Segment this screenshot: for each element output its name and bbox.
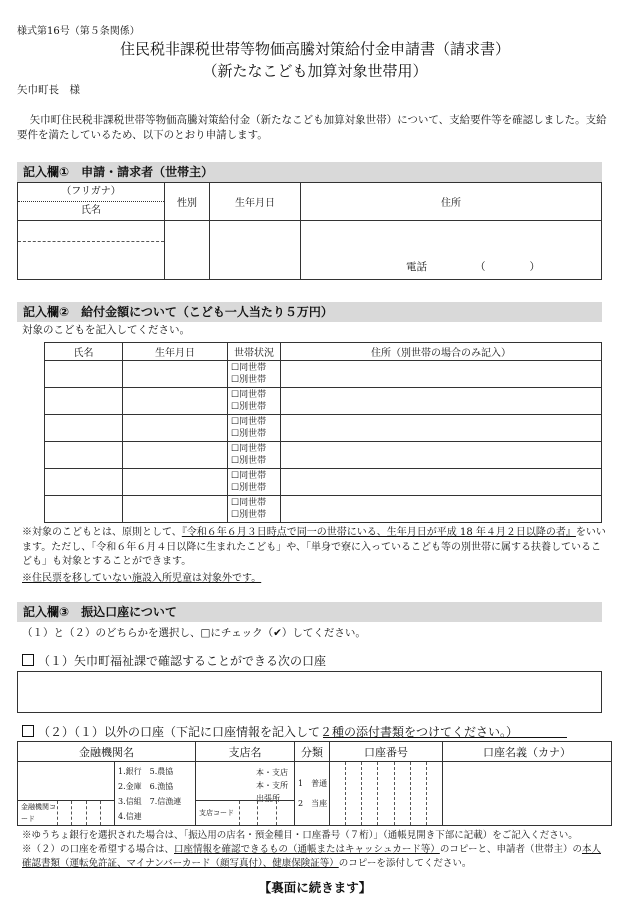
child-name-field[interactable] [45,442,123,469]
child-row [45,361,602,388]
account-type-options[interactable]: 1 普通 2 当座 [295,762,330,826]
col-account-type: 分類 [295,742,330,762]
account-number-field[interactable] [330,762,443,826]
applicant-table [17,182,602,280]
child-row [45,388,602,415]
option1-row [22,652,326,669]
section3-instructions: （１）と（２）のどちらかを選択し、□にチェック（✔）してください。 [22,627,366,639]
option2-underline [323,737,567,738]
separate-household-checkbox[interactable]: ☐別世帯 [231,429,267,439]
gender-field[interactable] [165,221,210,280]
bank-code-field[interactable]: 金融機関コード [18,800,114,825]
child-name-field[interactable] [45,361,123,388]
branch-name-field[interactable] [196,762,295,826]
section2-footnote: ※対象のこどもとは、原則として、『令和６年６月３日時点で同一の世帯にいる、生年月日が平成 18 年４月２日以降の者』をいいます。ただし、「令和６年６月４日以降に生まれたこども」や、「単身で寮に入っているこども等の別世帯に属する扶養しているこども」も対象とすることができます。 [22,527,606,567]
child-address-field[interactable] [281,442,602,469]
col-branch-name: 支店名 [196,742,295,762]
household-status-options[interactable] [228,496,281,523]
col-account-holder: 口座名義（カナ） [443,742,612,762]
section2-footnote2: ※住民票を移していない施設入所児童は対象外です。 [22,573,262,584]
child-name-field[interactable] [45,469,123,496]
section2-heading: 記入欄② 給付金額について（こども一人当たり５万円） [17,302,602,322]
same-household-checkbox[interactable]: ☐同世帯 [231,363,267,373]
household-status-options[interactable] [228,388,281,415]
option1-label: （１）矢巾町福祉課で確認することができる次の口座 [38,654,327,668]
separate-household-checkbox[interactable]: ☐別世帯 [231,456,267,466]
col-address: 住所（別世帯の場合のみ記入） [281,343,602,361]
col-account-number: 口座番号 [330,742,443,762]
col-birthdate: 生年月日 [123,343,228,361]
child-name-field[interactable] [45,415,123,442]
bank-name-field[interactable] [18,762,115,826]
separate-household-checkbox[interactable]: ☐別世帯 [231,510,267,520]
same-household-checkbox[interactable]: ☐同世帯 [231,417,267,427]
separate-household-checkbox[interactable]: ☐別世帯 [231,483,267,493]
child-birthdate-field[interactable] [123,388,228,415]
note-attachments: ※（２）の口座を希望する場合は、口座情報を確認できるもの（通帳またはキャッシュカード等）のコピーと、申請者（世帯主）の本人確認書類（運転免許証、マイナンバーカード（顔写真付）、健康保険証等）のコピーを添付してください。 [22,844,601,869]
separate-household-checkbox[interactable]: ☐別世帯 [231,375,267,385]
household-status-options[interactable] [228,469,281,496]
address-header: 住所 [301,183,602,221]
child-row [45,442,602,469]
col-household: 世帯状況 [228,343,281,361]
col-bank-name: 金融機関名 [18,742,196,762]
same-household-checkbox[interactable]: ☐同世帯 [231,390,267,400]
household-status-options[interactable] [228,442,281,469]
child-birthdate-field[interactable] [123,469,228,496]
addressee: 矢巾町長 様 [17,84,80,96]
child-birthdate-field[interactable] [123,361,228,388]
child-name-field[interactable] [45,388,123,415]
form-subtitle: （新たなこども加算対象世帯用） [202,62,428,80]
child-row [45,415,602,442]
separate-household-checkbox[interactable]: ☐別世帯 [231,402,267,412]
form-title: 住民税非課税世帯等物価高騰対策給付金申請書（請求書） [119,40,510,58]
section1-heading: 記入欄① 申請・請求者（世帯主） [17,162,602,182]
child-birthdate-field[interactable] [123,415,228,442]
child-address-field[interactable] [281,496,602,523]
household-status-options[interactable] [228,361,281,388]
phone-field[interactable]: 電話 （ ） [406,261,540,273]
option1-checkbox[interactable] [22,654,34,666]
continued-footer: 【裏面に続きます】 [258,880,372,895]
children-table [44,342,602,523]
child-address-field[interactable] [281,388,602,415]
bank-table [17,741,612,826]
form-number: 様式第16号（第５条関係） [17,26,140,37]
child-address-field[interactable] [281,361,602,388]
gender-header: 性別 [165,183,210,221]
child-row [45,469,602,496]
household-status-options[interactable] [228,415,281,442]
option2-label: （２）（１）以外の口座（下記に口座情報を記入して２種の添付書類をつけてください。） [38,725,519,739]
name-field[interactable] [18,221,165,280]
birthdate-field[interactable] [210,221,301,280]
child-address-field[interactable] [281,415,602,442]
branch-type-options[interactable]: 本・支店 本・支所 出張所 [256,768,288,803]
section2-note: 対象のこどもを記入してください。 [22,324,190,336]
same-household-checkbox[interactable]: ☐同世帯 [231,498,267,508]
section3-heading: 記入欄③ 振込口座について [17,602,602,622]
child-name-field[interactable] [45,496,123,523]
birthdate-header: 生年月日 [210,183,301,221]
col-name: 氏名 [45,343,123,361]
child-birthdate-field[interactable] [123,496,228,523]
intro-text: 矢巾町住民税非課税世帯等物価高騰対策給付金（新たなこども加算対象世帯）について、支給要件等を確認しました。支給要件を満たしているため、以下のとおり申請します。 [17,114,607,141]
option2-checkbox[interactable] [22,725,34,737]
branch-code-field[interactable]: 支店コード [196,800,294,825]
child-row [45,496,602,523]
child-address-field[interactable] [281,469,602,496]
name-header: （フリガナ） 氏名 [18,183,165,221]
same-household-checkbox[interactable]: ☐同世帯 [231,471,267,481]
address-field[interactable] [301,221,602,280]
note-yucho: ※ゆうちょ銀行を選択された場合は、「振込用の店名・預金種目・口座番号（７桁）」（通帳見開き下部に記載）をご記入ください。 [22,830,578,841]
option1-account-box[interactable] [17,671,602,713]
account-holder-field[interactable] [443,762,612,826]
bank-type-options[interactable]: 1.銀行 5.農協 2.金庫 6.漁協 3.信組 7.信漁連 4.信連 [115,762,196,826]
child-birthdate-field[interactable] [123,442,228,469]
same-household-checkbox[interactable]: ☐同世帯 [231,444,267,454]
bank-notes [22,829,610,871]
